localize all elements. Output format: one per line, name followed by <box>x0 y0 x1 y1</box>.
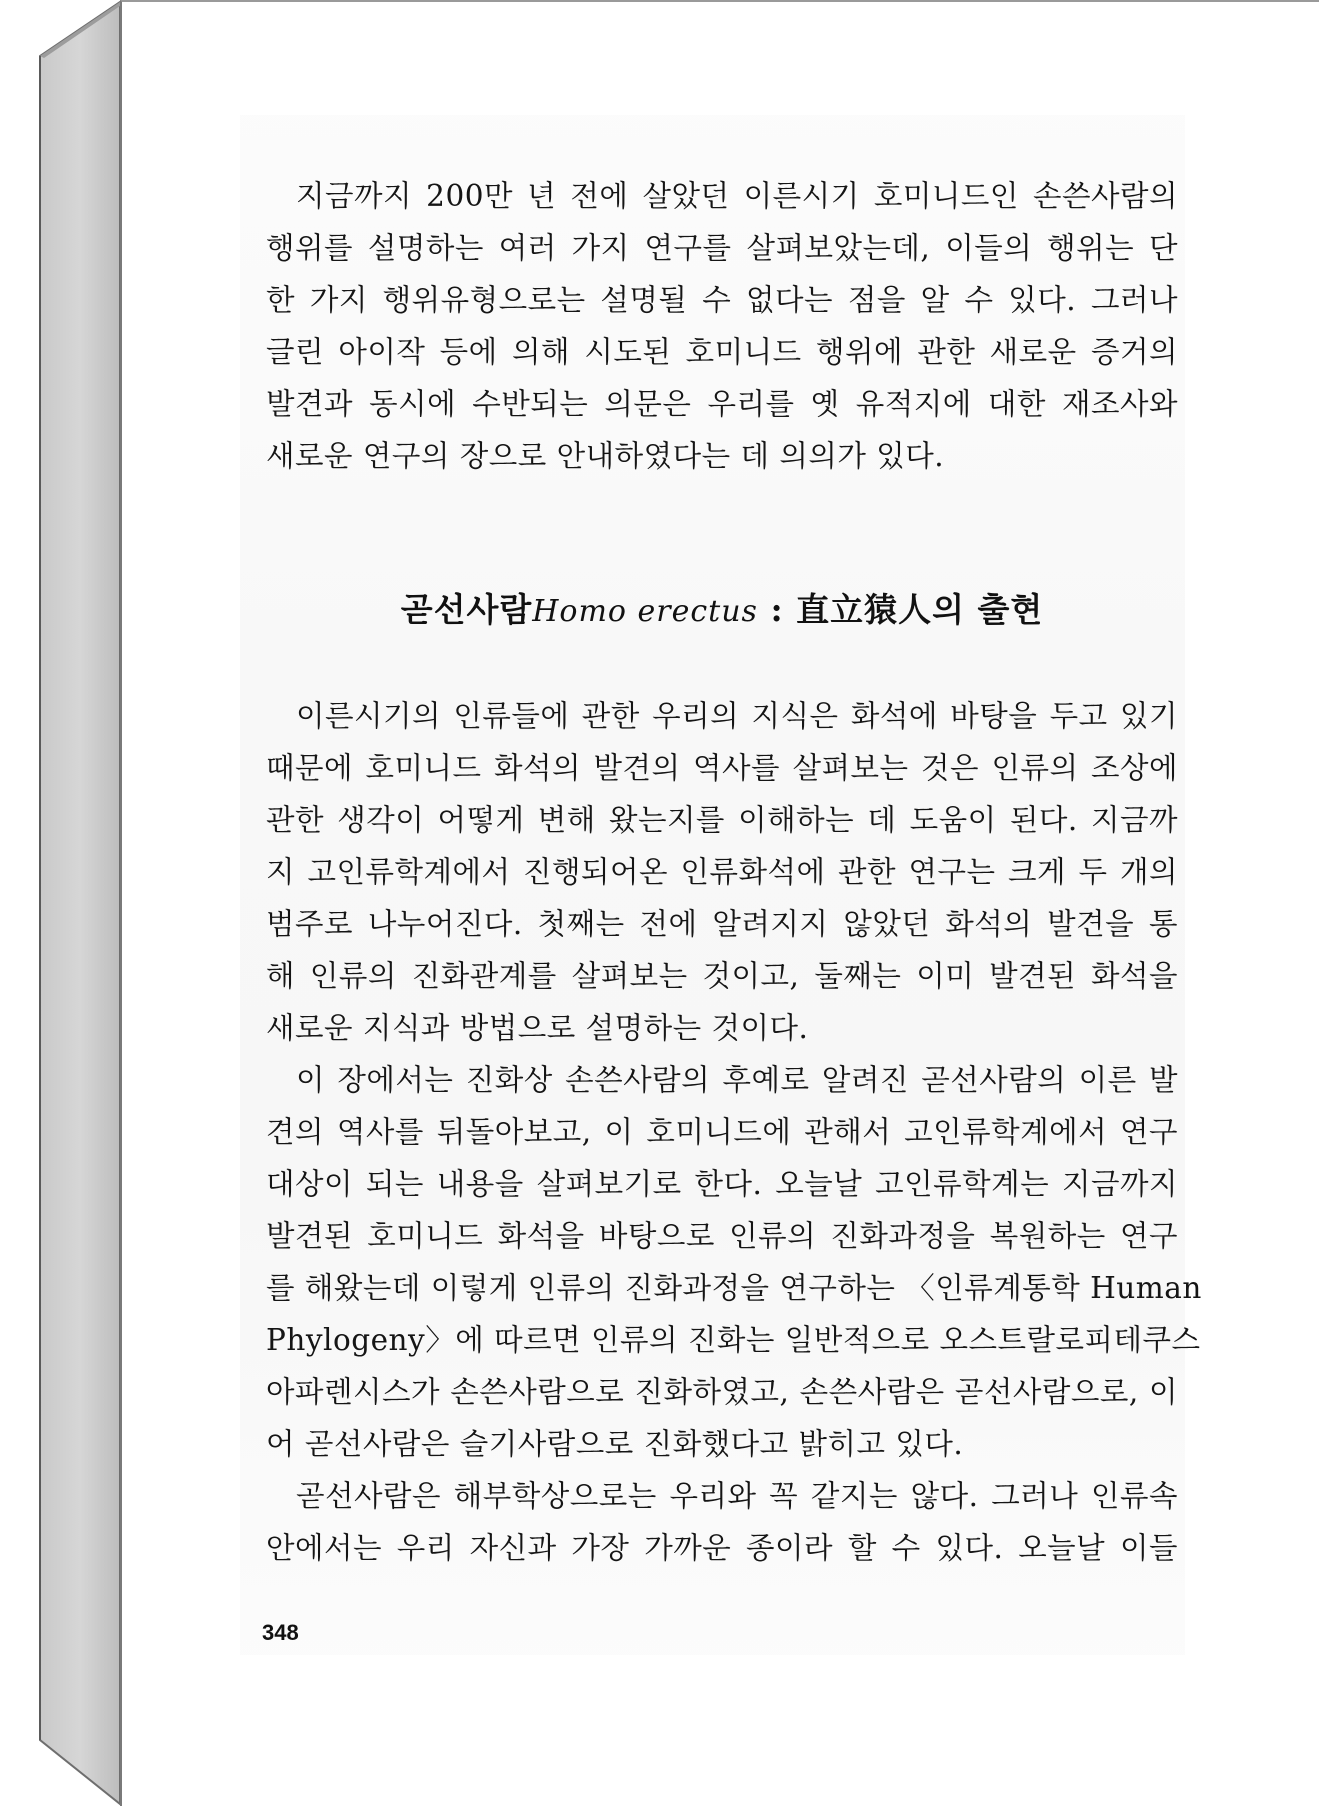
page-number: 348 <box>262 1620 299 1645</box>
text-line: 를 해왔는데 이렇게 인류의 진화과정을 연구하는 〈인류계통학 Human <box>266 1271 1202 1305</box>
text-line: 새로운 연구의 장으로 안내하였다는 데 의의가 있다. <box>266 439 945 473</box>
paragraph-fossil-history <box>266 690 1178 1054</box>
text-line: 행위를 설명하는 여러 가지 연구를 살펴보았는데, 이들의 행위는 단 <box>266 231 1178 265</box>
text-line: 글린 아이작 등에 의해 시도된 호미니드 행위에 관한 새로운 증거의 <box>266 335 1178 369</box>
paragraph-chapter-overview <box>266 1054 1202 1470</box>
text-line: 발견과 동시에 수반되는 의문은 우리를 옛 유적지에 대한 재조사와 <box>266 387 1178 421</box>
text-line: 지금까지 200만 년 전에 살았던 이른시기 호미니드인 손쓴사람의 <box>296 179 1178 213</box>
heading-separator: : <box>757 590 797 629</box>
text-line: 때문에 호미니드 화석의 발견의 역사를 살펴보는 것은 인류의 조상에 <box>266 751 1178 785</box>
text-line: Phylogeny〉에 따르면 인류의 진화는 일반적으로 오스트랄로피테쿠스 <box>266 1323 1201 1357</box>
text-line: 아파렌시스가 손쓴사람으로 진화하였고, 손쓴사람은 곧선사람으로, 이 <box>266 1375 1178 1409</box>
text-line: 어 곧선사람은 슬기사람으로 진화했다고 밝히고 있다. <box>266 1427 964 1461</box>
paragraph-intro <box>266 170 1178 482</box>
text-line: 이 장에서는 진화상 손쓴사람의 후예로 알려진 곧선사람의 이른 발 <box>296 1063 1178 1097</box>
text-line: 대상이 되는 내용을 살펴보기로 한다. 오늘날 고인류학계는 지금까지 <box>266 1167 1178 1201</box>
section-heading <box>266 584 1178 631</box>
text-line: 안에서는 우리 자신과 가장 가까운 종이라 할 수 있다. 오늘날 이들 <box>266 1531 1178 1565</box>
text-line: 새로운 지식과 방법으로 설명하는 것이다. <box>266 1011 809 1045</box>
text-line: 관한 생각이 어떻게 변해 왔는지를 이해하는 데 도움이 된다. 지금까 <box>266 803 1178 837</box>
heading-rest: 直立猿人의 출현 <box>796 590 1044 629</box>
paragraph-homo-erectus <box>266 1470 1178 1574</box>
heading-korean: 곧선사람 <box>400 590 533 629</box>
book-spine <box>0 0 122 1806</box>
heading-latin-name: Homo erectus <box>532 594 758 629</box>
text-line: 한 가지 행위유형으로는 설명될 수 없다는 점을 알 수 있다. 그러나 <box>266 283 1178 317</box>
text-line: 견의 역사를 뒤돌아보고, 이 호미니드에 관해서 고인류학계에서 연구 <box>266 1115 1178 1149</box>
text-line: 곧선사람은 해부학상으로는 우리와 꼭 같지는 않다. 그러나 인류속 <box>296 1479 1178 1513</box>
text-line: 지 고인류학계에서 진행되어온 인류화석에 관한 연구는 크게 두 개의 <box>266 855 1178 889</box>
text-line: 발견된 호미니드 화석을 바탕으로 인류의 진화과정을 복원하는 연구 <box>266 1219 1178 1253</box>
text-line: 범주로 나누어진다. 첫째는 전에 알려지지 않았던 화석의 발견을 통 <box>266 907 1178 941</box>
text-line: 이른시기의 인류들에 관한 우리의 지식은 화석에 바탕을 두고 있기 <box>296 699 1178 733</box>
text-line: 해 인류의 진화관계를 살펴보는 것이고, 둘째는 이미 발견된 화석을 <box>266 959 1178 993</box>
